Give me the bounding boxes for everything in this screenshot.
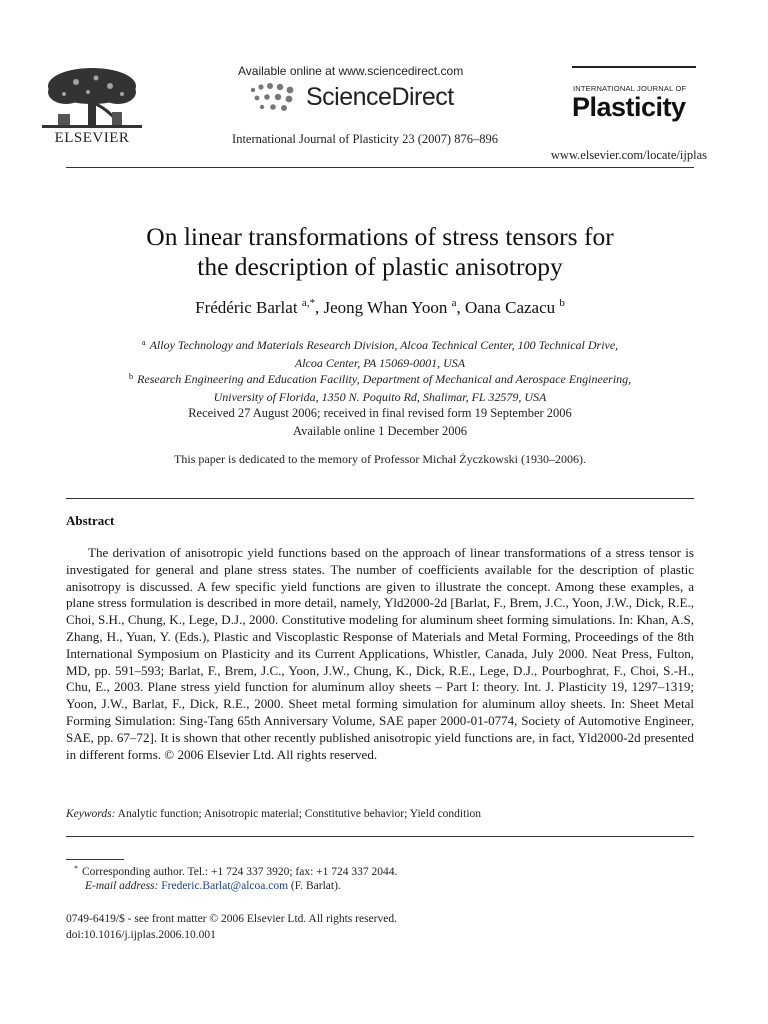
author-affiliation-mark: a	[451, 297, 457, 309]
doi-line[interactable]: doi:10.1016/j.ijplas.2006.10.001	[66, 929, 216, 941]
author-separator: ,	[456, 298, 465, 317]
email-footnote	[66, 880, 694, 892]
journal-logo-rule	[572, 66, 696, 68]
affiliation-line: Alcoa Center, PA 15069-0001, USA	[294, 355, 466, 370]
abstract-heading: Abstract	[66, 513, 115, 528]
journal-logo-title: Plasticity	[572, 92, 686, 122]
affiliation-a	[66, 334, 694, 372]
available-online-banner: Available online at www.sciencedirect.com	[238, 64, 464, 78]
author-affiliation-mark: b	[559, 297, 565, 309]
affiliation-mark: b	[128, 371, 134, 381]
available-online-date: Available online 1 December 2006	[292, 424, 467, 438]
author-affiliation-mark: a,*	[301, 297, 315, 309]
journal-logo-small-text: INTERNATIONAL JOURNAL OF	[573, 84, 687, 93]
affiliation-line: Alloy Technology and Materials Research Division, Alcoa Technical Center, 100 Technical Drive,	[149, 338, 619, 352]
author-name: Oana Cazacu	[464, 298, 556, 317]
abstract-top-divider	[66, 498, 694, 499]
email-label: E-mail address:	[85, 880, 159, 892]
journal-citation: International Journal of Plasticity 23 (2007) 876–896	[232, 132, 498, 146]
author-name: Jeong Whan Yoon	[323, 298, 448, 317]
elsevier-wordmark: ELSEVIER	[54, 130, 130, 146]
keywords-label: Keywords:	[66, 808, 116, 820]
article-title	[66, 222, 694, 282]
author-name: Frédéric Barlat	[195, 298, 298, 317]
journal-url[interactable]: www.elsevier.com/locate/ijplas	[550, 148, 707, 162]
affiliation-mark: a	[141, 337, 146, 347]
issn-line: 0749-6419/$ - see front matter © 2006 Elsevier Ltd. All rights reserved.	[66, 913, 397, 925]
email-link[interactable]: Frederic.Barlat@alcoa.com	[161, 880, 289, 892]
sciencedirect-dots-icon	[248, 82, 298, 112]
header-divider	[66, 167, 694, 168]
received-dates: Received 27 August 2006; received in final revised form 19 September 2006	[188, 406, 572, 420]
affiliation-line: Research Engineering and Education Facility, Department of Mechanical and Aerospace Engineering,	[137, 372, 632, 386]
journal-logo	[572, 64, 700, 134]
corresponding-author-footnote	[66, 864, 694, 878]
abstract-bottom-divider	[66, 836, 694, 837]
author-list	[66, 297, 694, 318]
email-suffix: (F. Barlat).	[288, 880, 341, 892]
article-title-line-1: On linear transformations of stress tensors for	[146, 222, 614, 251]
affiliation-line: University of Florida, 1350 N. Poquito Rd, Shalimar, FL 32579, USA	[213, 389, 547, 404]
footnote-text: Corresponding author. Tel.: +1 724 337 3920; fax: +1 724 337 2044.	[82, 866, 398, 878]
abstract-text: The derivation of anisotropic yield functions based on the approach of linear transformations of a stress tensor is investigated for general and plane stress states. The number of coefficients available for the description of plastic anisotropy is discussed. A few specific yield functions are given to illustrate the concept. Among these examples, a plane stress formulation is described in more detail, namely, Yld2000-2d [Barlat, F., Brem, J.C., Yoon, J.W., Dick, R.E., Choi, S.H., Chung, K., Lege, D.J., 2000. Constitutive modeling for aluminum sheet forming simulations. In: Khan, A.S, Zhang, H., Yuan, Y. (Eds.), Plastic and Viscoplastic Response of Materials and Metal Forming, Proceedings of the 8th International Symposium on Plasticity and its Current Applications, Whistler, Canada, July 2000. Neat Press, Fulton, MD, pp. 591–593; Barlat, F., Brem, J.C., Yoon, J.W., Chung, K., Dick, R.E., Lege, D.J., Pourboghrat, F., Choi, S.-H., Chu, E., 2003. Plane stress yield function for aluminum alloy sheets – Part I: theory. Int. J. Plasticity 19, 1297–1319; Yoon, J.W., Barlat, F., Dick, R.E., 2000. Sheet metal forming simulation for aluminum alloy sheets. In: Sheet Metal Forming Simulation: Sing-Tang 65th Anniversary Volume, SAE paper 2000-01-0774, Society of Automotive Engineer, SAE, pp. 67–72]. It is shown that other recently published anisotropic yield functions are, in fact, Yld2000-2d presented in different forms. © 2006 Elsevier Ltd. All rights reserved.	[66, 545, 694, 762]
footnote-mark: *	[74, 864, 78, 873]
dedication: This paper is dedicated to the memory of Professor Michał Życzkowski (1930–2006).	[174, 452, 586, 466]
elsevier-tree-icon	[36, 64, 148, 130]
sciencedirect-logo	[248, 80, 498, 114]
elsevier-logo	[36, 64, 148, 146]
author-separator: ,	[314, 298, 324, 317]
keywords	[66, 808, 694, 820]
keywords-list: Analytic function; Anisotropic material; Constitutive behavior; Yield condition	[117, 808, 482, 820]
sciencedirect-wordmark: ScienceDirect	[306, 83, 454, 111]
footnote-divider	[66, 859, 124, 860]
article-title-line-2: the description of plastic anisotropy	[197, 252, 563, 281]
affiliation-b	[66, 368, 694, 406]
